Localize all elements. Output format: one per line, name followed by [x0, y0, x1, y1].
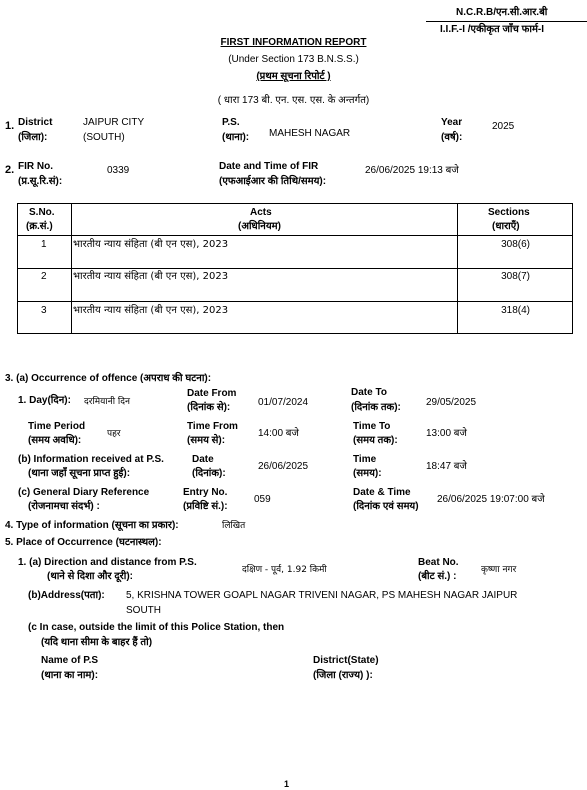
fir-datetime-value: 26/06/2025 19:13 बजे — [365, 165, 459, 176]
info-time-label: Time — [353, 454, 377, 465]
occurrence-heading: 3. (a) Occurrence of offence (अपराध की घटना): — [5, 373, 212, 384]
address-label: (b)Address(पता): — [28, 590, 105, 601]
report-title: FIRST INFORMATION REPORT — [220, 37, 367, 48]
fir-datetime-label-hindi: (एफआईआर की तिथि/समय): — [219, 176, 327, 187]
entry-no-value: 059 — [254, 494, 271, 505]
direction-label: 1. (a) Direction and distance from P.S. — [18, 557, 197, 568]
fir-no-label-hindi: (प्र.सू.रि.सं): — [18, 176, 63, 187]
date-to-label-hindi: (दिनांक तक): — [351, 402, 401, 413]
col-header-sections: Sections — [488, 207, 530, 218]
beat-no-label-hindi: (बीट सं.) : — [418, 571, 457, 582]
info-type-value: लिखित — [222, 521, 246, 531]
info-date-label-hindi: (दिनांक): — [192, 468, 226, 479]
district-state-label: District(State) — [313, 655, 379, 666]
time-period-value: पहर — [107, 429, 121, 439]
fir-no-value: 0339 — [107, 165, 130, 176]
col-header-acts: Acts — [250, 207, 272, 218]
info-date-label: Date — [192, 454, 214, 465]
table-row-2-section: 308(7) — [501, 271, 530, 282]
beat-no-label: Beat No. — [418, 557, 459, 568]
direction-value: दक्षिण - पूर्व, 1.92 किमी — [242, 565, 327, 575]
table-row-3-section: 318(4) — [501, 305, 530, 316]
gd-datetime-label-hindi: (दिनांक एवं समय) — [353, 501, 419, 512]
page-number: 1 — [284, 779, 290, 789]
col-header-sections-hindi: (धाराएँ) — [492, 221, 520, 232]
gd-reference-label-hindi: (रोजनामचा संदर्भ) : — [28, 501, 100, 512]
gd-datetime-label: Date & Time — [353, 487, 411, 498]
district-label-hindi: (जिला): — [18, 132, 48, 143]
ncrb-label: N.C.R.B/एन.सी.आर.बी — [456, 7, 548, 18]
table-row-2-sno: 2 — [41, 271, 47, 282]
table-divider — [18, 235, 572, 236]
time-period-label-hindi: (समय अवधि): — [28, 435, 82, 446]
year-label-hindi: (वर्ष): — [441, 132, 463, 143]
entry-no-label: Entry No. — [183, 487, 228, 498]
time-from-label-hindi: (समय से): — [187, 435, 226, 446]
district-state-label-hindi: (जिला (राज्य) ): — [313, 670, 373, 681]
section-2-number: 2. — [5, 164, 15, 176]
day-label: 1. Day(दिन): — [18, 395, 71, 406]
table-divider — [18, 301, 572, 302]
year-value: 2025 — [492, 121, 515, 132]
info-received-label-hindi: (थाना जहाँ सूचना प्राप्त हुई): — [28, 468, 131, 479]
year-label: Year — [441, 117, 463, 128]
report-subtitle-hindi: ( धारा 173 बी. एन. एस. एस. के अन्तर्गत) — [217, 95, 370, 106]
date-from-label-hindi: (दिनांक से): — [187, 402, 231, 413]
beat-no-value: कृष्णा नगर — [481, 565, 517, 575]
info-time-value: 18:47 बजे — [426, 461, 467, 472]
table-divider — [18, 268, 572, 269]
ps-label-hindi: (थाना): — [222, 132, 250, 143]
fir-datetime-label: Date and Time of FIR — [219, 161, 319, 172]
day-value: दरमियानी दिन — [84, 397, 131, 407]
acts-table — [17, 203, 573, 334]
col-header-acts-hindi: (अधिनियम) — [238, 221, 281, 232]
gd-datetime-value: 26/06/2025 19:07:00 बजे — [437, 494, 545, 505]
time-to-value: 13:00 बजे — [426, 428, 467, 439]
time-to-label: Time To — [353, 421, 391, 432]
ps-label: P.S. — [222, 117, 240, 128]
date-to-label: Date To — [351, 387, 387, 398]
date-to-value: 29/05/2025 — [426, 397, 477, 408]
table-row-1-act: भारतीय न्याय संहिता (बी एन एस), 2023 — [73, 239, 229, 250]
address-value: 5, KRISHNA TOWER GOAPL NAGAR TRIVENI NAGAR, PS MAHESH NAGAR JAIPUR — [126, 590, 518, 601]
gd-reference-label: (c) General Diary Reference — [18, 487, 150, 498]
date-from-value: 01/07/2024 — [258, 397, 309, 408]
table-row-1-sno: 1 — [41, 239, 47, 250]
fir-no-label: FIR No. — [18, 161, 53, 172]
table-row-3-sno: 3 — [41, 305, 47, 316]
address-value-line2: SOUTH — [126, 605, 161, 616]
info-received-label: (b) Information received at P.S. — [18, 454, 164, 465]
time-from-value: 14:00 बजे — [258, 428, 299, 439]
col-header-sno: S.No. — [29, 207, 55, 218]
time-from-label: Time From — [187, 421, 238, 432]
section-1-number: 1. — [5, 120, 15, 132]
col-header-sno-hindi: (क्र.सं.) — [26, 221, 53, 232]
info-type-label: 4. Type of information (सूचना का प्रकार): — [5, 520, 179, 531]
place-of-occurrence-heading: 5. Place of Occurrence (घटनास्थल): — [5, 537, 162, 548]
date-from-label: Date From — [187, 388, 237, 399]
table-row-3-act: भारतीय न्याय संहिता (बी एन एस), 2023 — [73, 305, 229, 316]
ps-name-label: Name of P.S — [41, 655, 99, 666]
entry-no-label-hindi: (प्रविष्टि सं.): — [183, 501, 228, 512]
outside-limit-label: (c In case, outside the limit of this Police Station, then — [28, 622, 285, 633]
iif-label: I.I.F.-I /एकीकृत जाँच फार्म-I — [440, 24, 545, 35]
table-row-1-section: 308(6) — [501, 239, 530, 250]
table-row-2-act: भारतीय न्याय संहिता (बी एन एस), 2023 — [73, 271, 229, 282]
header-rule — [426, 21, 587, 22]
time-period-label: Time Period — [28, 421, 86, 432]
ps-name-label-hindi: (थाना का नाम): — [41, 670, 99, 681]
report-title-hindi: (प्रथम सूचना रिपोर्ट ) — [256, 71, 331, 82]
outside-limit-label-hindi: (यदि थाना सीमा के बाहर हैं तो) — [41, 637, 153, 648]
info-date-value: 26/06/2025 — [258, 461, 309, 472]
time-to-label-hindi: (समय तक): — [353, 435, 398, 446]
ps-value: MAHESH NAGAR — [269, 128, 351, 139]
direction-label-hindi: (थाने से दिशा और दूरी): — [47, 571, 133, 582]
district-label: District — [18, 117, 53, 128]
district-value: JAIPUR CITY — [83, 117, 145, 128]
info-time-label-hindi: (समय): — [353, 468, 382, 479]
report-subtitle: (Under Section 173 B.N.S.S.) — [228, 54, 359, 65]
district-value-line2: (SOUTH) — [83, 132, 125, 143]
